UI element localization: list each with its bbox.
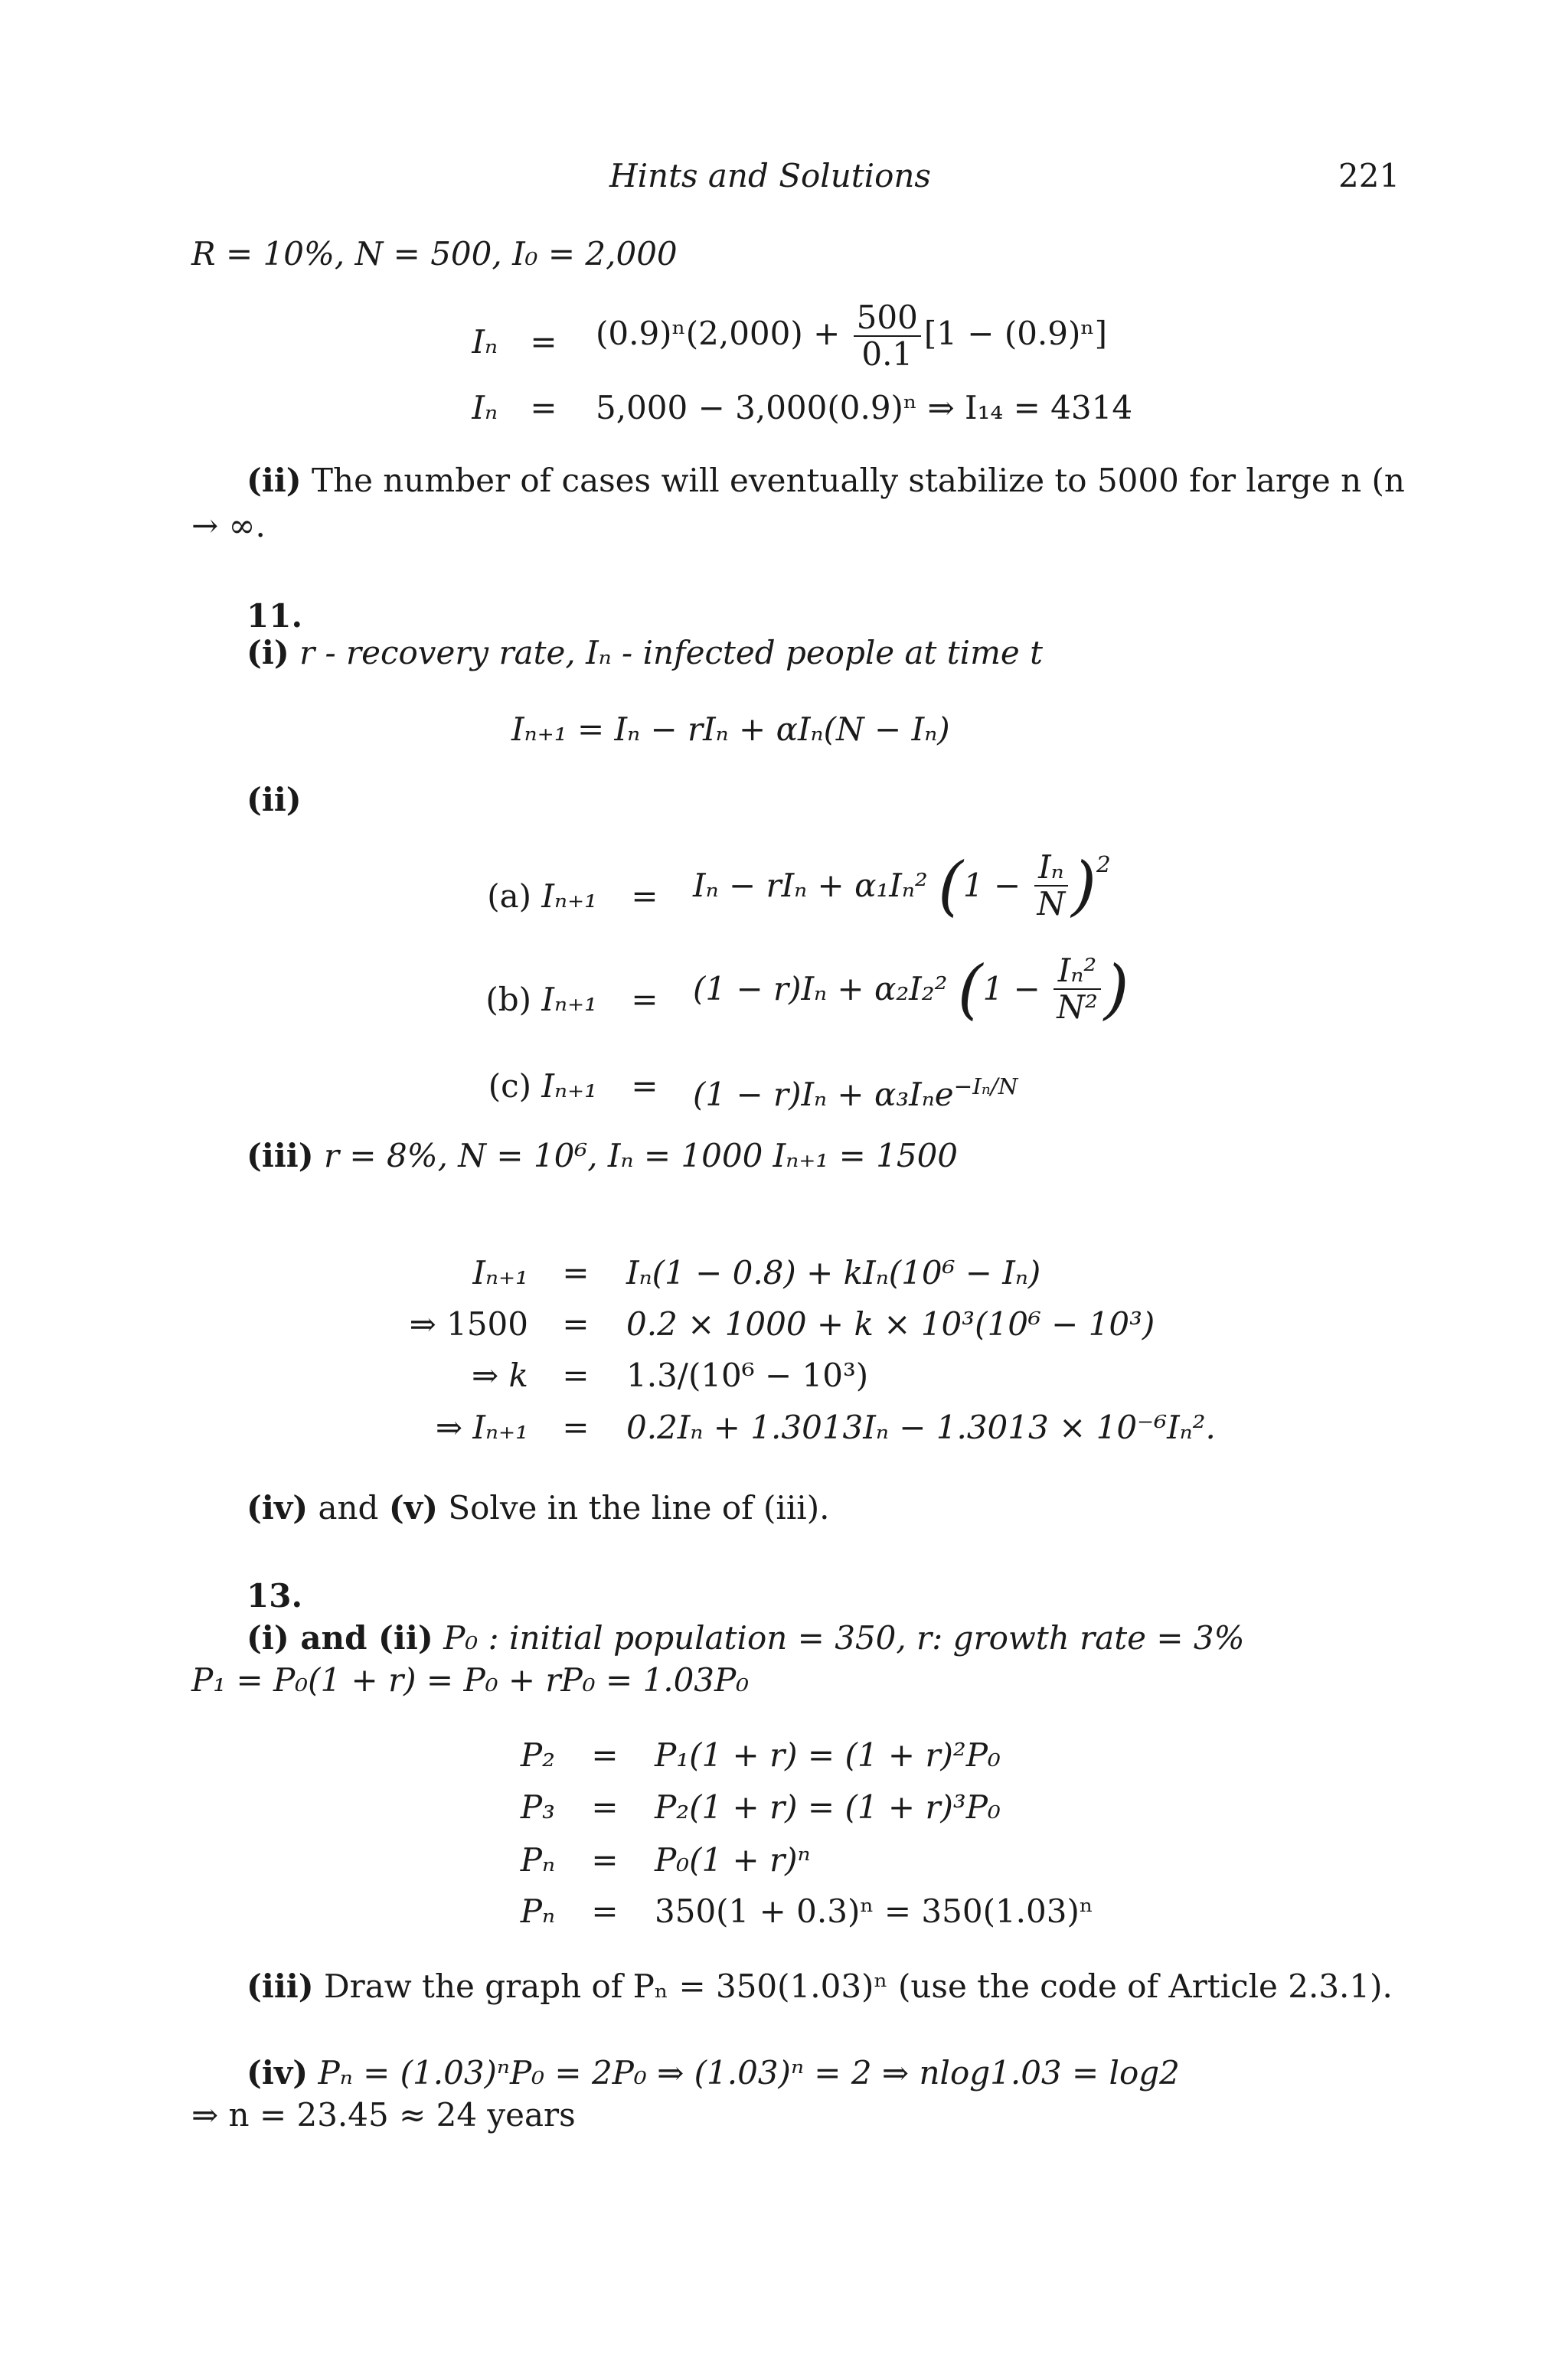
p11-eq-c-var: Iₙ₊₁ xyxy=(541,1067,597,1105)
p11-iv-text: Solve in the line of (iii). xyxy=(448,1489,830,1527)
p11-step-2 xyxy=(0,1305,1568,1344)
p11-eq-a-paren-pre: 1 − xyxy=(962,867,1021,904)
p11-eq-a-rhs-pre: Iₙ − rIₙ + α₁Iₙ² xyxy=(693,867,928,904)
p11-eq-b-label: (b) xyxy=(485,981,532,1018)
p13-row-3-rhs: P₀(1 + r)ⁿ xyxy=(655,1841,811,1879)
p11-i-equation: Iₙ₊₁ = Iₙ − rIₙ + αIₙ(N − Iₙ) xyxy=(511,710,950,748)
p11-step-3-lhs: ⇒ k xyxy=(472,1357,528,1394)
p11-number: 11. xyxy=(247,597,303,635)
fraction-numerator: 500 xyxy=(854,300,921,337)
p11-eq-b xyxy=(0,953,1568,1045)
p11-eq-b-rhs xyxy=(693,953,1129,1025)
p11-step-1-rhs: Iₙ(1 − 0.8) + kIₙ(10⁶ − Iₙ) xyxy=(626,1254,1041,1291)
p11-eq-b-var: Iₙ₊₁ xyxy=(541,981,597,1018)
p13-iv-text: Pₙ = (1.03)ⁿP₀ = 2P₀ ⇒ (1.03)ⁿ = 2 ⇒ nlog1.03 = log2 xyxy=(318,2054,1180,2092)
p11-iv-and: and xyxy=(318,1489,379,1527)
p10-eq2 xyxy=(0,389,1568,427)
p13-row-1-rhs: P₁(1 + r) = (1 + r)²P₀ xyxy=(655,1736,1001,1774)
p13-row-1-lhs: P₂ xyxy=(520,1736,555,1774)
p13-row-2 xyxy=(0,1788,1568,1827)
p13-i-line xyxy=(247,1619,1245,1657)
p10-eq1-part-a: (0.9)ⁿ(2,000) + xyxy=(596,315,841,352)
p11-ii-label: (ii) xyxy=(247,781,302,818)
p13-iv-label: (iv) xyxy=(247,2054,309,2092)
fraction xyxy=(1034,850,1069,922)
p10-eq2-lhs: Iₙ xyxy=(472,389,498,426)
p13-row-4 xyxy=(0,1892,1568,1931)
p11-eq-a-label: (a) xyxy=(487,877,532,915)
left-paren: ( xyxy=(938,848,963,923)
running-title: Hints and Solutions xyxy=(609,157,931,194)
p10-ii-continuation: → ∞. xyxy=(191,507,266,544)
equals-sign: = xyxy=(562,1254,590,1291)
p11-eq-a-rhs xyxy=(693,850,1111,922)
p10-eq1-rhs xyxy=(596,300,1107,372)
p11-v-label: (v) xyxy=(388,1489,438,1527)
equals-sign: = xyxy=(591,1736,619,1774)
p10-eq1-lhs: Iₙ xyxy=(472,323,498,361)
page-number: 221 xyxy=(1338,157,1400,194)
p11-i-text: r - recovery rate, Iₙ - infected people at time t xyxy=(299,634,1043,671)
p13-iv-continuation: ⇒ n = 23.45 ≈ 24 years xyxy=(191,2096,576,2134)
equals-sign: = xyxy=(562,1409,590,1446)
p11-iii-line xyxy=(247,1137,958,1175)
equals-sign: = xyxy=(530,323,557,361)
p10-ii-label: (ii) xyxy=(247,462,302,499)
p11-i-line xyxy=(247,634,1043,672)
p13-row-3 xyxy=(0,1841,1568,1879)
fraction xyxy=(1054,953,1101,1025)
equals-sign: = xyxy=(631,981,658,1018)
right-paren: ) xyxy=(1071,848,1097,923)
p11-iii-label: (iii) xyxy=(247,1137,314,1174)
p13-row-1 xyxy=(0,1736,1568,1775)
p11-eq-b-paren-pre: 1 − xyxy=(982,970,1040,1007)
p13-iii-text: Draw the graph of Pₙ = 350(1.03)ⁿ (use the code of Article 2.3.1). xyxy=(323,1967,1393,2005)
p13-row-4-rhs: 350(1 + 0.3)ⁿ = 350(1.03)ⁿ xyxy=(655,1892,1094,1930)
p11-eq-c-exponent: −Iₙ/N xyxy=(953,1073,1018,1099)
p11-eq-c-lhs xyxy=(429,1067,597,1105)
fraction-denominator: N² xyxy=(1057,988,1098,1026)
p11-step-2-rhs: 0.2 × 1000 + k × 10³(10⁶ − 10³) xyxy=(626,1305,1155,1343)
p11-eq-a-lhs xyxy=(429,877,597,916)
p11-eq-c-label: (c) xyxy=(488,1067,532,1105)
p13-number: 13. xyxy=(247,1577,303,1615)
p13-iii-line xyxy=(247,1967,1393,2006)
p11-i-label: (i) xyxy=(247,634,289,671)
p11-iii-text: r = 8%, N = 10⁶, Iₙ = 1000 Iₙ₊₁ = 1500 xyxy=(323,1137,959,1174)
p13-iii-label: (iii) xyxy=(247,1967,314,2005)
p13-iv-line xyxy=(247,2054,1180,2092)
p11-eq-a-var: Iₙ₊₁ xyxy=(541,877,597,915)
equals-sign: = xyxy=(591,1788,619,1826)
p10-eq1-part-b: [1 − (0.9)ⁿ] xyxy=(923,315,1107,352)
p13-p1-line: P₁ = P₀(1 + r) = P₀ + rP₀ = 1.03P₀ xyxy=(191,1661,750,1699)
fraction-numerator: Iₙ² xyxy=(1054,953,1101,990)
p11-step-3 xyxy=(0,1357,1568,1395)
p13-row-2-rhs: P₂(1 + r) = (1 + r)³P₀ xyxy=(655,1788,1001,1826)
fraction xyxy=(854,300,921,372)
fraction-denominator: N xyxy=(1037,885,1066,922)
fraction-denominator: 0.1 xyxy=(861,335,913,373)
left-paren: ( xyxy=(957,952,983,1027)
equals-sign: = xyxy=(631,877,658,915)
p10-ii-text: The number of cases will eventually stabilize to 5000 for large n (n xyxy=(312,462,1405,499)
fraction-numerator: Iₙ xyxy=(1034,850,1069,887)
p11-eq-c-rhs xyxy=(693,1067,1018,1114)
p13-i-label: (i) and (ii) xyxy=(247,1619,433,1657)
p11-step-4 xyxy=(0,1409,1568,1447)
p13-i-text: P₀ : initial population = 350, r: growth rate = 3% xyxy=(443,1619,1245,1657)
p10-eq1 xyxy=(0,300,1568,377)
p11-eq-c xyxy=(0,1064,1568,1113)
p10-ii-line xyxy=(247,462,1405,500)
p11-step-4-lhs: ⇒ Iₙ₊₁ xyxy=(435,1409,528,1446)
equals-sign: = xyxy=(591,1841,619,1879)
equals-sign: = xyxy=(562,1357,590,1394)
p11-step-3-rhs: 1.3/(10⁶ − 10³) xyxy=(626,1357,869,1394)
equals-sign: = xyxy=(530,389,557,426)
p11-iv-line xyxy=(247,1489,829,1527)
p11-step-4-rhs: 0.2Iₙ + 1.3013Iₙ − 1.3013 × 10⁻⁶Iₙ². xyxy=(626,1409,1216,1446)
p10-given-line: R = 10%, N = 500, I₀ = 2,000 xyxy=(191,235,678,273)
p11-iv-label: (iv) xyxy=(247,1489,309,1527)
equals-sign: = xyxy=(562,1305,590,1343)
p11-step-1-lhs: Iₙ₊₁ xyxy=(472,1254,528,1291)
p13-row-3-lhs: Pₙ xyxy=(520,1841,555,1879)
p13-row-2-lhs: P₃ xyxy=(520,1788,555,1826)
p11-eq-b-rhs-pre: (1 − r)Iₙ + α₂I₂² xyxy=(693,970,948,1007)
p11-step-1 xyxy=(0,1254,1568,1292)
equals-sign: = xyxy=(591,1892,619,1930)
p13-row-4-lhs: Pₙ xyxy=(520,1892,555,1930)
p11-eq-b-lhs xyxy=(429,981,597,1019)
p10-eq2-rhs: 5,000 − 3,000(0.9)ⁿ ⇒ I₁₄ = 4314 xyxy=(596,389,1133,426)
p11-eq-a xyxy=(0,850,1568,942)
equals-sign: = xyxy=(631,1067,658,1105)
p11-eq-a-exponent: 2 xyxy=(1096,851,1111,877)
p11-eq-c-rhs-text: (1 − r)Iₙ + α₃Iₙe xyxy=(693,1076,954,1113)
right-paren: ) xyxy=(1103,952,1129,1027)
p11-step-2-lhs: ⇒ 1500 xyxy=(409,1305,528,1343)
